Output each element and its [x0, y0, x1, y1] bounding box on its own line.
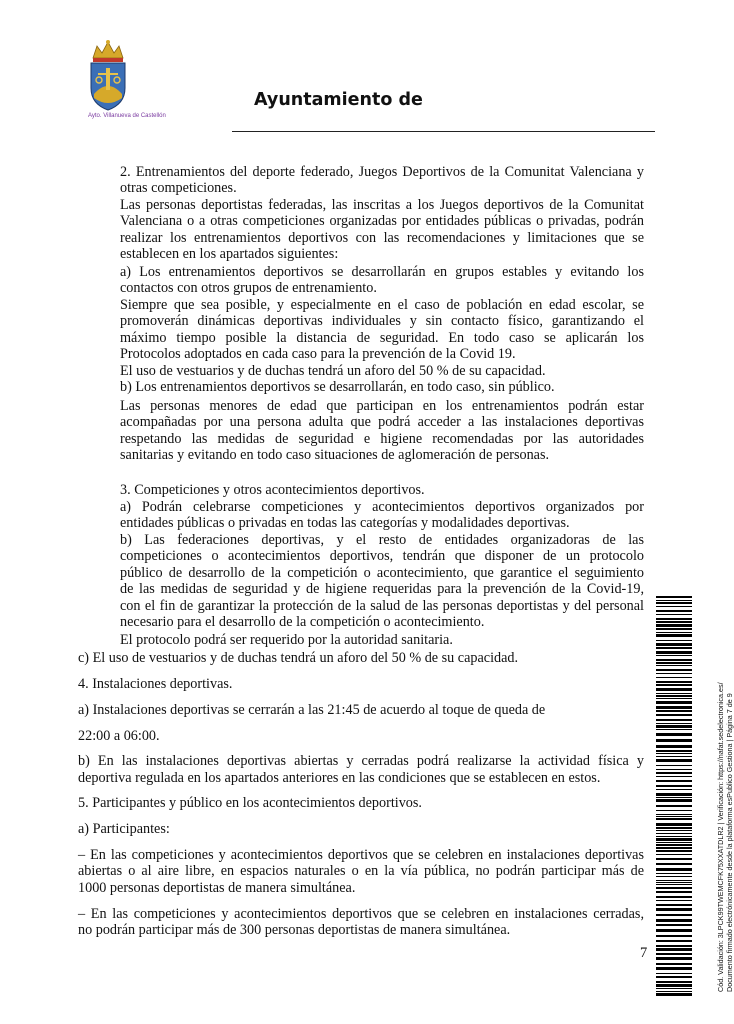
barcode-bar — [656, 614, 692, 615]
barcode-bar — [656, 799, 692, 802]
barcode-bar — [656, 924, 692, 926]
barcode-bar — [656, 759, 692, 762]
body-text-line: contactos con otros grupos de entrenamiento. — [120, 280, 377, 296]
barcode-bar — [656, 596, 692, 598]
body-text-line: realizar los entrenamientos deportivos con las recomendaciones y limitaciones que se — [120, 230, 644, 246]
barcode-bar — [656, 647, 692, 649]
body-text-line: con el fin de garantizar la protección de la salud de las personas deportistas y del personal — [120, 598, 644, 614]
barcode-bar — [656, 887, 692, 889]
validation-stamp-line: Cód. Validación: 3LPCK99TWEMCFK75XXATDLR2 | Verificación: https://nafat.sedelectronica.es/ — [716, 682, 725, 992]
body-text-line: acompañadas por una persona adulta que podrá acceder a las instalaciones deportivas — [120, 414, 644, 430]
barcode-bar — [656, 643, 692, 646]
barcode-bar — [656, 981, 692, 983]
barcode-bar — [656, 733, 692, 736]
barcode-bar — [656, 858, 692, 860]
body-text-line: b) En las instalaciones deportivas abiertas y cerradas podrá realizarse la actividad física y — [78, 753, 644, 769]
body-text-line: de las medidas de seguridad y de higiene requeridas para la prevención de la Covid-19, — [120, 581, 644, 597]
body-text-line: competiciones o acontecimientos deportivos, tendrán que disponer de un protocolo — [120, 548, 644, 564]
barcode-bar — [656, 756, 692, 757]
body-text-line: a) Instalaciones deportivas se cerrarán a las 21:45 de acuerdo al toque de queda de — [78, 702, 546, 718]
body-text-line: Las personas deportistas federadas, las inscritas a los Juegos deportivos de la Comunitat — [120, 197, 644, 213]
body-text-line: Siempre que sea posible, y especialmente en el caso de población en edad escolar, se — [120, 297, 644, 313]
barcode-bar — [656, 953, 692, 955]
barcode-bar — [656, 745, 692, 748]
barcode-bar — [656, 904, 692, 906]
barcode-bar — [656, 805, 692, 807]
barcode-bar — [656, 753, 692, 754]
barcode-bar — [656, 655, 692, 656]
barcode-bar — [656, 725, 692, 728]
body-text-line: – En las competiciones y acontecimientos deportivos que se celebren en instalaciones cerradas, — [78, 906, 644, 922]
barcode-bar — [656, 891, 692, 893]
barcode-bar — [656, 651, 692, 654]
body-text-line: b) Los entrenamientos deportivos se desarrollarán, en todo caso, sin público. — [120, 379, 555, 395]
barcode-bar — [656, 600, 692, 601]
barcode-bar — [656, 919, 692, 922]
barcode-bar — [656, 945, 692, 947]
body-text-line: c) El uso de vestuarios y de duchas tendrá un aforo del 50 % de su capacidad. — [78, 650, 519, 666]
barcode-bar — [656, 719, 692, 721]
validation-stamp-line: Documento firmado electrónicamente desde la plataforma esPublico Gestiona | Página 7 de 9 — [725, 693, 734, 992]
barcode-bar — [656, 602, 692, 604]
barcode-bar — [656, 665, 692, 666]
body-text-line: abiertas o al aire libre, en espacios naturales o en la vía pública, no podrán participar más de — [78, 863, 644, 879]
body-text-line: deportiva regulada en los apartados anteriores en las condiciones que se establecen en estos. — [78, 770, 601, 786]
municipal-crest-logo — [88, 38, 128, 112]
header-divider — [232, 131, 655, 132]
barcode-bar — [656, 776, 692, 777]
barcode-bar — [656, 628, 692, 630]
barcode-bar — [656, 988, 692, 989]
barcode-bar — [656, 844, 692, 846]
barcode-bar — [656, 606, 692, 607]
barcode-bar — [656, 896, 692, 898]
barcode-bar — [656, 695, 692, 697]
barcode-bar — [656, 914, 692, 916]
barcode-bar — [656, 833, 692, 834]
barcode-bar — [656, 863, 692, 865]
barcode-bar — [656, 847, 692, 849]
barcode-bar — [656, 797, 692, 798]
barcode-bar — [656, 765, 692, 766]
barcode-bar — [656, 659, 692, 661]
body-text-line: 22:00 a 06:00. — [78, 728, 160, 744]
barcode-bar — [656, 750, 692, 752]
barcode-bar — [656, 793, 692, 796]
barcode-bar — [656, 729, 692, 730]
barcode-bar — [656, 963, 692, 965]
body-text-line: otras competiciones. — [120, 180, 237, 196]
body-text-line: Las personas menores de edad que participan en los entrenamientos podrán estar — [120, 398, 644, 414]
barcode-bar — [656, 993, 692, 996]
barcode-bar — [656, 632, 692, 633]
barcode-bar — [656, 669, 692, 671]
section-heading: 5. Participantes y público en los acontecimientos deportivos. — [78, 795, 422, 811]
barcode-bar — [656, 908, 692, 911]
barcode-bar — [656, 884, 692, 885]
body-text-line: a) Los entrenamientos deportivos se desarrollarán en grupos estables y evitando los — [120, 264, 644, 280]
body-text-line: no podrán participar más de 300 personas deportistas de manera simultánea. — [78, 922, 511, 938]
barcode-bar — [656, 948, 692, 951]
barcode-bar — [656, 698, 692, 699]
crest-caption: Ayto. Villanueva de Castellón — [88, 113, 166, 119]
body-text-line: Protocolos adoptados en cada caso para la prevención de la Covid 19. — [120, 346, 516, 362]
body-text-line: máximo tiempo posible la distancia de seguridad. En todo caso se aplicarán los — [120, 330, 644, 346]
body-text-line: Valenciana o a otras competiciones organizadas por entidades públicas o privadas, podrán — [120, 213, 644, 229]
body-text-line: – En las competiciones y acontecimientos deportivos que se celebren en instalaciones deportivas — [78, 847, 644, 863]
barcode-bar — [656, 873, 692, 874]
barcode-bar — [656, 780, 692, 782]
page-number: 7 — [640, 945, 648, 961]
barcode-bar — [656, 769, 692, 770]
section-heading: 3. Competiciones y otros acontecimientos deportivos. — [120, 482, 425, 498]
barcode-bar — [656, 957, 692, 960]
body-text-line: b) Las federaciones deportivas, y el resto de entidades organizadoras de las — [120, 532, 644, 548]
barcode-bar — [656, 684, 692, 686]
barcode-bar — [656, 618, 692, 620]
body-text-line: sanitarias y evitando en todo caso situaciones de aglomeración de personas. — [120, 447, 550, 463]
barcode-bar — [656, 850, 692, 852]
barcode-bar — [656, 810, 692, 811]
body-text-line: público de desarrollo de la competición o acontecimiento, que garantice el seguimiento — [120, 565, 644, 581]
validation-barcode — [656, 596, 692, 996]
body-text-line: entidades públicas o privadas en todas las categorías y modalidades deportivas. — [120, 515, 570, 531]
barcode-bar — [656, 610, 692, 612]
barcode-bar — [656, 816, 692, 817]
body-text-line: a) Participantes: — [78, 821, 170, 837]
barcode-bar — [656, 842, 692, 843]
barcode-bar — [656, 714, 692, 716]
page-header-title: Ayuntamiento de — [254, 90, 423, 110]
barcode-bar — [656, 621, 692, 623]
barcode-bar — [656, 739, 692, 742]
body-text-line: establecen en los apartados siguientes: — [120, 246, 339, 262]
barcode-bar — [656, 634, 692, 637]
barcode-bar — [656, 929, 692, 932]
barcode-bar — [656, 701, 692, 704]
barcode-bar — [656, 838, 692, 841]
barcode-bar — [656, 830, 692, 831]
barcode-bar — [656, 772, 692, 774]
barcode-bar — [656, 823, 692, 826]
body-text-line: a) Podrán celebrarse competiciones y acontecimientos deportivos organizados por — [120, 499, 644, 515]
barcode-bar — [656, 818, 692, 820]
body-text-line: respetando las medidas de seguridad e higiene recomendadas por las autoridades — [120, 431, 644, 447]
barcode-bar — [656, 827, 692, 829]
barcode-bar — [656, 662, 692, 664]
body-text-line: promoverán dinámicas deportivas individuales y sin contacto físico, garantizando el — [120, 313, 644, 329]
barcode-bar — [656, 681, 692, 683]
barcode-bar — [656, 940, 692, 942]
body-text-line: necesario para el desarrollo de la competición o acontecimiento. — [120, 614, 485, 630]
barcode-bar — [656, 900, 692, 901]
barcode-bar — [656, 991, 692, 992]
barcode-bar — [656, 706, 692, 709]
barcode-bar — [656, 723, 692, 724]
barcode-bar — [656, 882, 692, 883]
barcode-bar — [656, 935, 692, 937]
barcode-bar — [656, 789, 692, 790]
barcode-bar — [656, 677, 692, 678]
barcode-bar — [656, 673, 692, 674]
barcode-bar — [656, 688, 692, 691]
section-heading: 4. Instalaciones deportivas. — [78, 676, 233, 692]
barcode-bar — [656, 976, 692, 978]
barcode-bar — [656, 785, 692, 787]
validation-stamp — [716, 682, 734, 992]
barcode-bar — [656, 854, 692, 855]
barcode-bar — [656, 814, 692, 815]
barcode-bar — [656, 868, 692, 871]
barcode-bar — [656, 693, 692, 694]
barcode-bar — [656, 876, 692, 877]
barcode-bar — [656, 880, 692, 881]
barcode-bar — [656, 624, 692, 627]
body-text-line: 1000 personas deportistas de manera simultánea. — [78, 880, 356, 896]
barcode-bar — [656, 710, 692, 712]
body-text-line: El protocolo podrá ser requerido por la autoridad sanitaria. — [120, 632, 453, 648]
barcode-bar — [656, 973, 692, 974]
body-text-line: El uso de vestuarios y de duchas tendrá un aforo del 50 % de su capacidad. — [120, 363, 546, 379]
body-text-line: 2. Entrenamientos del deporte federado, Juegos Deportivos de la Comunitat Valenciana y — [120, 164, 644, 180]
barcode-bar — [656, 984, 692, 987]
barcode-bar — [656, 640, 692, 641]
barcode-bar — [656, 836, 692, 837]
barcode-bar — [656, 967, 692, 970]
